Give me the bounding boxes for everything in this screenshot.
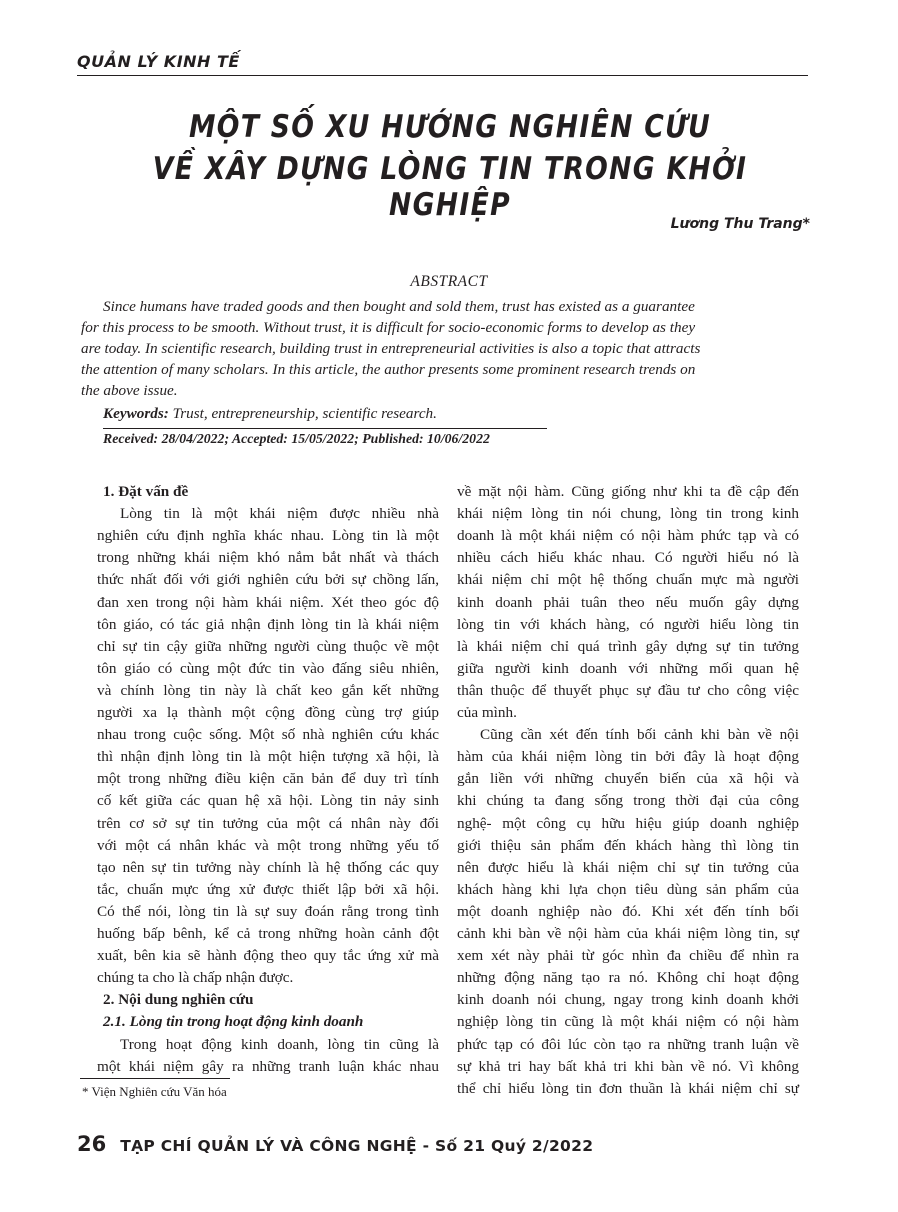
section-heading: 2. Nội dung nghiên cứu bbox=[103, 991, 254, 1009]
body-text-line: khách hàng khi lựa chọn tiêu dùng sản phẩm của bbox=[457, 880, 799, 898]
article-title-line-1: MỘT SỐ XU HƯỚNG NGHIÊN CỨU bbox=[188, 109, 712, 145]
body-text-line: huống bấp bênh, kể cả trong những hoàn cảnh đột bbox=[97, 925, 439, 942]
keywords-rule bbox=[103, 428, 547, 429]
body-text-line: doanh là một khái niệm có nội hàm phức tạp và có bbox=[457, 527, 799, 545]
body-text-line: trong những khái niệm khó nắm bắt nhất và thách bbox=[97, 549, 439, 567]
body-text-line: thức nhất đối với giới nghiên cứu bởi sự chồng lấn, bbox=[97, 571, 439, 589]
body-text-line: kinh doanh phải tuân theo nếu muốn gây dựng bbox=[457, 593, 799, 611]
journal-name: TẠP CHÍ QUẢN LÝ VÀ CÔNG NGHỆ - Số 21 Quý 2/2022 bbox=[120, 1137, 594, 1155]
body-text-line: tạo nên sự tin tưởng này chính là hệ thống các quy bbox=[97, 858, 439, 876]
body-text-line: nghiên cứu định nghĩa khác nhau. Lòng tin là một bbox=[97, 527, 439, 545]
section-label: QUẢN LÝ KINH TẾ bbox=[77, 52, 240, 71]
body-text-line: cảnh khi bàn về nội hàm của khái niệm lòng tin, sự bbox=[457, 925, 799, 942]
body-text-line: khái niệm chỉ một hệ thống chuẩn mực mà người bbox=[457, 571, 799, 589]
keywords-list: Trust, entrepreneurship, scientific research. bbox=[168, 405, 437, 422]
body-text-line: nghệ- một công cụ hữu hiệu giúp doanh nghiệp bbox=[457, 814, 799, 832]
body-text-line: nhau trong cuộc sống. Một số nhà nghiên cứu khác bbox=[97, 726, 439, 744]
header-rule bbox=[77, 75, 808, 76]
author-affiliation-footnote: * Viện Nghiên cứu Văn hóa bbox=[82, 1084, 227, 1099]
body-text-line: Lòng tin là một khái niệm được nhiều nhà bbox=[120, 505, 439, 523]
body-text-line: sự khả tri hay bất khả tri khi bàn về nó. Vì không bbox=[457, 1057, 799, 1075]
subsection-heading: 2.1. Lòng tin trong hoạt động kinh doanh bbox=[103, 1013, 364, 1031]
abstract-line: Since humans have traded goods and then bought and sold them, trust has existed as a guarantee bbox=[103, 298, 695, 315]
body-text-line: một trong những điều kiện căn bản để duy trì tính bbox=[97, 770, 439, 788]
body-text-line: Cũng cần xét đến tính bối cảnh khi bàn về nội bbox=[480, 726, 799, 744]
body-text-line: nghiệp lòng tin cũng là một khái niệm có nội hàm bbox=[457, 1013, 799, 1031]
keywords-label: Keywords: bbox=[103, 405, 169, 422]
body-text-line: một khái niệm gây ra những tranh luận khác nhau bbox=[97, 1057, 439, 1075]
body-text-line: chỉ sự tin cậy giữa những người cùng thuộc về một bbox=[97, 637, 439, 655]
body-text-line: nên được hiểu là khái niệm chỉ sự tin tưởng của bbox=[457, 858, 799, 876]
body-text-line: cố kết giữa các quan hệ xã hội. Lòng tin nảy sinh bbox=[97, 792, 439, 810]
body-text-line: lòng tin với khách hàng, có người hiểu lòng tin bbox=[457, 615, 799, 633]
body-text-line: gắn liền với những chuyển biến của xã hội và bbox=[457, 770, 799, 788]
body-text-line: về mặt nội hàm. Cũng giống như khi ta đề cập đến bbox=[457, 483, 799, 500]
body-text-line: Có thể nói, lòng tin là sự suy đoán rằng trong tình bbox=[97, 902, 439, 920]
body-text-line: xuất, bên kia sẽ hành động theo quy tắc ứng xử mà bbox=[97, 947, 439, 965]
body-text-line: xem xét này phải từ góc nhìn đa chiều để nhìn ra bbox=[457, 947, 799, 965]
author-name: Lương Thu Trang* bbox=[670, 216, 810, 232]
body-text-line: tôn giáo có cùng một đức tin vào đấng siêu nhiên, bbox=[97, 659, 439, 677]
body-text-line: trên cơ sở sự tin tưởng của một cá nhân này đối bbox=[97, 814, 439, 832]
body-text-line: thì nhận định lòng tin là một hiện tượng xã hội, là bbox=[97, 748, 439, 766]
body-text-line: với một cá nhân khác và một trong những yếu tố bbox=[97, 836, 439, 854]
abstract-line: the above issue. bbox=[81, 382, 178, 399]
body-text-line: những động năng tạo ra nó. Không chỉ hoạt động bbox=[457, 969, 799, 987]
body-text-line: là khái niệm chỉ quá trình gây dựng sự tin tưởng bbox=[457, 637, 799, 655]
body-text-line: thân thuộc để thuyết phục sự đầu tư cho công việc bbox=[457, 681, 799, 699]
abstract-line: for this process to be smooth. Without trust, it is difficult for socio-economic forms to develop as they bbox=[81, 319, 696, 336]
body-text-line: phức tạp có đôi lúc còn tạo ra những tranh luận về bbox=[457, 1035, 799, 1053]
body-text-line: thể chỉ hiểu lòng tin đơn thuần là khái niệm chỉ sự bbox=[457, 1079, 799, 1097]
body-text-line: giới thiệu sản phẩm đến khách hàng thì lòng tin bbox=[457, 836, 799, 854]
body-text-line: tắc, chuẩn mực ứng xử được thiết lập bởi xã hội. bbox=[97, 880, 439, 898]
abstract-line: are today. In scientific research, building trust in entrepreneurial activities is also a topic that attracts bbox=[81, 340, 701, 357]
page-number: 26 bbox=[77, 1132, 107, 1156]
abstract-heading: ABSTRACT bbox=[410, 273, 488, 290]
abstract-line: the attention of many scholars. In this article, the author presents some prominent research trends on bbox=[81, 361, 696, 378]
body-text-line: Trong hoạt động kinh doanh, lòng tin cũng là bbox=[120, 1035, 439, 1053]
section-heading: 1. Đặt vấn đề bbox=[103, 483, 189, 500]
body-text-line: người xa lạ thành một cộng đồng cùng trợ giúp bbox=[97, 704, 439, 721]
body-text-line: đan xen trong nội hàm khái niệm. Xét theo góc độ bbox=[97, 593, 439, 611]
body-text-line: và chính lòng tin này là chất keo gắn kết những bbox=[97, 681, 439, 699]
page-footer bbox=[77, 1132, 593, 1156]
body-text-line: chúng ta cho là chấp nhận được. bbox=[97, 969, 294, 987]
body-text-line: một doanh nghiệp nào đó. Khi xét đến tính bối bbox=[457, 902, 799, 920]
footnote-rule bbox=[80, 1078, 230, 1079]
body-text-line: kinh doanh nói chung, ngay trong kinh doanh khởi bbox=[457, 991, 799, 1009]
publication-dates: Received: 28/04/2022; Accepted: 15/05/2022; Published: 10/06/2022 bbox=[103, 431, 490, 446]
body-text-line: khi chúng ta đang sống trong thời đại của công bbox=[457, 792, 799, 810]
body-text-line: của mình. bbox=[457, 704, 517, 721]
keywords bbox=[103, 405, 437, 423]
body-text-line: khái niệm lòng tin nói chung, lòng tin trong kinh bbox=[457, 505, 799, 523]
body-text-line: tôn giáo, có tác giả nhận định lòng tin là khái niệm bbox=[97, 615, 439, 633]
body-text-line: giữa người kinh doanh với những mối quan hệ bbox=[457, 659, 799, 677]
body-text-line: nhiều cách hiểu khác nhau. Có người hiểu nó là bbox=[457, 549, 799, 567]
article-title-line-2: VỀ XÂY DỰNG LÒNG TIN TRONG KHỞI NGHIỆP bbox=[152, 151, 748, 223]
body-text-line: hàm của khái niệm lòng tin bởi đây là hoạt động bbox=[457, 748, 799, 766]
